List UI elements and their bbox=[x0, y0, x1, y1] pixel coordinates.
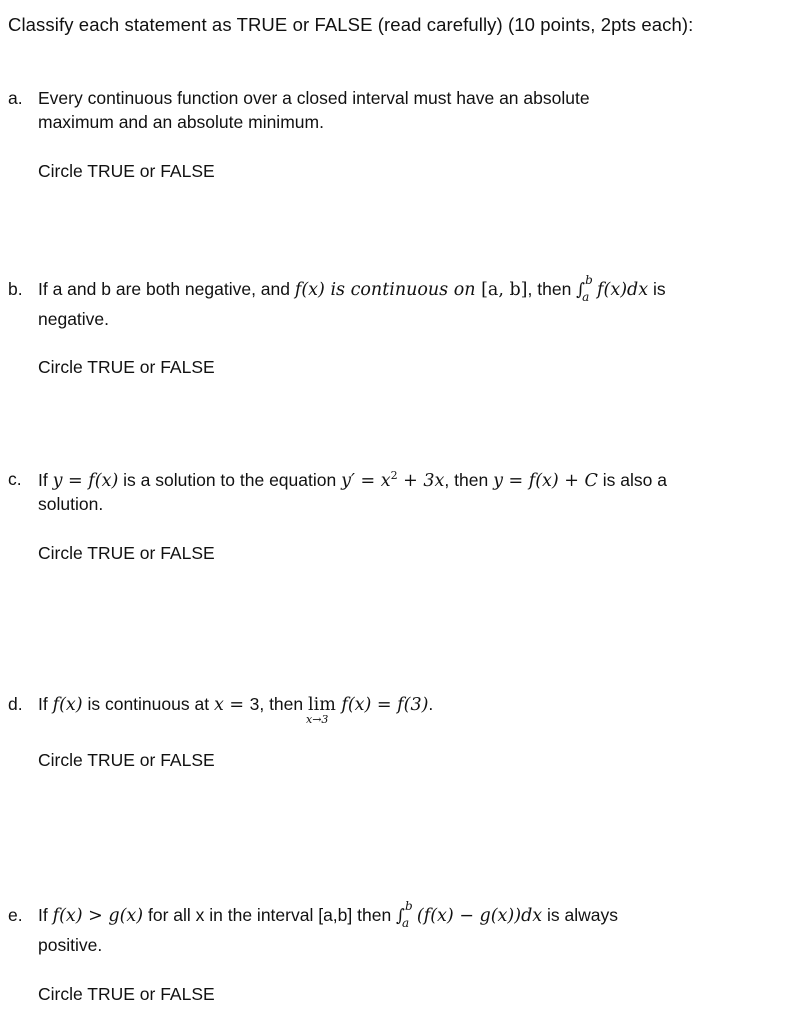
math-expression: f(x) bbox=[52, 695, 83, 715]
question-text-line2: negative. bbox=[38, 309, 110, 329]
text-segment: is bbox=[648, 279, 666, 299]
exponent: 2 bbox=[390, 469, 398, 482]
text-segment: . bbox=[428, 694, 434, 714]
circle-true-false: Circle TRUE or FALSE bbox=[38, 357, 215, 377]
math-expression: [a, b] bbox=[481, 280, 528, 300]
math-expression: f(x) bbox=[294, 280, 325, 300]
limit-label: lim bbox=[308, 695, 336, 715]
text-segment: is continuous at bbox=[82, 694, 214, 714]
question-letter: e. bbox=[8, 905, 23, 925]
text-segment: , then bbox=[444, 469, 494, 490]
integral-sign: ∫ b a bbox=[396, 899, 413, 930]
question-text bbox=[38, 899, 619, 930]
question-letter: d. bbox=[8, 694, 23, 714]
text-segment: If bbox=[38, 905, 53, 925]
text-segment: for all x in the interval [a,b] then bbox=[143, 905, 397, 925]
question-text-line2: maximum and an absolute minimum. bbox=[38, 112, 324, 132]
question-text bbox=[38, 694, 434, 726]
text-segment: is also a bbox=[597, 469, 667, 490]
integral-lower-limit: a bbox=[402, 916, 410, 930]
circle-true-false: Circle TRUE or FALSE bbox=[38, 543, 215, 563]
circle-true-false: Circle TRUE or FALSE bbox=[38, 984, 215, 1004]
math-expression: y = f(x) bbox=[52, 470, 119, 491]
integral-lower-limit: a bbox=[582, 290, 590, 304]
question-letter: c. bbox=[8, 469, 22, 489]
text-segment: , then bbox=[527, 279, 577, 299]
math-expression: f(x)dx bbox=[597, 280, 649, 300]
integral-sign: ∫ b a bbox=[576, 273, 593, 304]
text-segment: If bbox=[38, 469, 53, 490]
math-expression: is continuous on bbox=[324, 280, 482, 300]
math-expression: f(x) > g(x) bbox=[52, 906, 144, 926]
integral-upper-limit: b bbox=[585, 273, 593, 287]
text-segment: If a and b are both negative, and bbox=[38, 279, 295, 299]
text-segment: If bbox=[38, 694, 53, 714]
circle-true-false: Circle TRUE or FALSE bbox=[38, 161, 215, 181]
question-text bbox=[38, 273, 666, 304]
math-expression: y′ = x bbox=[341, 470, 391, 491]
text-segment: 3, then bbox=[249, 694, 308, 714]
question-letter: b. bbox=[8, 279, 23, 299]
math-expression: (f(x) − g(x))dx bbox=[416, 906, 543, 926]
text-segment: is a solution to the equation bbox=[118, 469, 342, 490]
integral-upper-limit: b bbox=[405, 899, 413, 913]
limit-subscript: x→3 bbox=[306, 713, 329, 726]
math-expression: x = bbox=[213, 695, 250, 715]
question-letter: a. bbox=[8, 88, 23, 108]
question-text-line2: positive. bbox=[38, 935, 103, 955]
page-title: Classify each statement as TRUE or FALSE (read carefully) (10 points, 2pts each): bbox=[8, 14, 694, 35]
math-expression: + 3x bbox=[397, 470, 445, 491]
math-expression: y = f(x) + C bbox=[493, 470, 598, 491]
question-text-line2: solution. bbox=[38, 494, 104, 514]
limit-operator bbox=[306, 695, 336, 726]
circle-true-false: Circle TRUE or FALSE bbox=[38, 750, 215, 770]
question-text bbox=[38, 469, 667, 491]
question-text: Every continuous function over a closed interval must have an absolute bbox=[38, 88, 590, 108]
math-expression: f(x) = f(3) bbox=[335, 695, 429, 715]
text-segment: is always bbox=[542, 905, 619, 925]
